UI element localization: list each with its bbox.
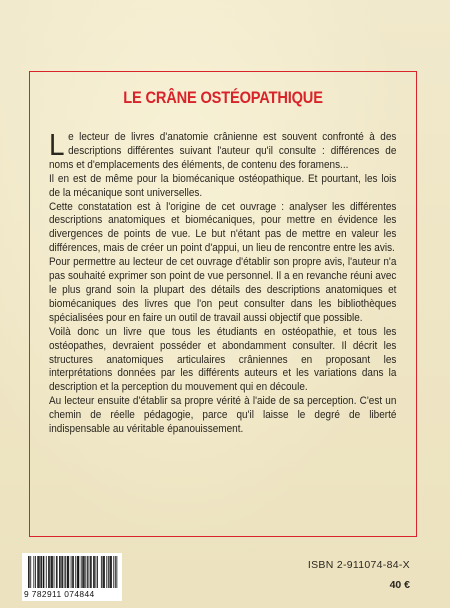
barcode-bar <box>56 556 57 588</box>
barcode-bar <box>60 556 61 588</box>
paragraph-biomechanics: Il en est de même pour la biomécanique ostéopathique. Et pourtant, les lois de la mécanique sont universelles. <box>49 172 397 199</box>
barcode-bar <box>44 556 45 588</box>
barcode-bar <box>93 556 94 588</box>
barcode-bar <box>72 556 73 588</box>
barcode-bar <box>97 556 98 588</box>
barcode-bar <box>101 556 102 588</box>
barcode-bar <box>57 556 58 588</box>
barcode-bar <box>30 556 31 588</box>
barcode-bar <box>116 556 117 588</box>
barcode-bar <box>40 556 41 588</box>
barcode-bar <box>46 556 47 588</box>
barcode-bar <box>54 556 55 588</box>
barcode-bar <box>78 556 79 588</box>
barcode-bar <box>62 556 63 588</box>
barcode-bar <box>104 556 105 588</box>
barcode-bar <box>49 556 50 588</box>
barcode-bar <box>77 556 78 588</box>
barcode-bar <box>51 556 52 588</box>
barcode-bar <box>48 556 49 588</box>
barcode-bar <box>37 556 38 588</box>
barcode-bar <box>61 556 62 588</box>
barcode-bar <box>84 556 85 588</box>
price-label: 40 € <box>389 579 410 591</box>
barcode-bar <box>83 556 84 588</box>
barcode-bar <box>103 556 104 588</box>
drop-cap-letter: L <box>49 127 65 162</box>
barcode-bar <box>68 556 69 588</box>
barcode-bar <box>81 556 82 588</box>
paragraph-conclusion: Au lecteur ensuite d'établir sa propre vérité à l'aide de sa perception. C'est un chemin de réelle pédagogie, parce qu'il laisse le degré de liberté indispensable au véritable épanouissement. <box>49 395 397 436</box>
barcode-bar <box>68 556 69 588</box>
barcode-bar <box>75 556 76 588</box>
paragraph-intro <box>49 127 397 173</box>
blurb-text <box>49 127 397 437</box>
barcode-bar <box>28 556 29 588</box>
barcode-bar <box>87 556 88 588</box>
barcode-bar <box>113 556 114 588</box>
barcode-bar <box>39 556 40 588</box>
barcode-bar <box>71 556 72 588</box>
barcode-bar <box>106 556 107 588</box>
barcode-bar <box>67 556 68 588</box>
book-title: LE CRÂNE OSTÉOPATHIQUE <box>123 88 323 107</box>
barcode-bar <box>91 556 92 588</box>
barcode-bar <box>43 556 44 588</box>
barcode-bar <box>89 556 90 588</box>
isbn-number: ISBN 2-911074-84-X <box>307 559 410 571</box>
paragraph-audience: Voilà donc un livre que tous les étudiants en ostéopathie, et tous les ostéopathes, devraient posséder et abondamment consulter. Il décrit les structures anatomiques articulaires crâniennes en proposant les interprétations données par les différents auteurs et les variations dans la description et la perception du mouvement qui en découle. <box>49 325 397 394</box>
barcode-digits: 9 782911 074844 <box>24 589 95 599</box>
barcode-bar <box>65 556 66 588</box>
barcode-bar <box>85 556 86 588</box>
barcode-bar <box>51 556 52 588</box>
barcode-bar <box>52 556 53 588</box>
barcode-bar <box>59 556 60 588</box>
barcode-bar <box>33 556 34 588</box>
barcode-bar <box>35 556 36 588</box>
paragraph-intro-text: e lecteur de livres d'anatomie crânienne est souvent confronté à des descriptions différentes suivant l'auteur qu'il consulte : différences de noms et d'emplacements des éléments, de contenu des foramens... <box>49 131 397 171</box>
barcode-bar <box>73 556 74 588</box>
barcode-bar <box>111 556 112 588</box>
barcode-bar <box>109 556 110 588</box>
barcode-bar <box>102 556 103 588</box>
paragraph-reader-opinion: Pour permettre au lecteur de cet ouvrage d'établir son propre avis, l'auteur n'a pas souhaité exprimer son point de vue personnel. Il a en revanche réuni avec le plus grand soin la plupart des détails des descriptions anatomiques et biomécaniques des livres que l'on peut consulter dans les bibliothèques spécialisées pour en faire un outil de travail aussi objectif que possible. <box>49 256 397 324</box>
barcode-bar <box>115 556 116 588</box>
barcode-bar <box>41 556 42 588</box>
barcode-bar <box>108 556 109 588</box>
barcode-bar <box>90 556 91 588</box>
barcode-bar <box>110 556 111 588</box>
barcode-bar <box>78 556 79 588</box>
barcode-bars <box>28 556 118 588</box>
barcode-bar <box>82 556 83 588</box>
barcode-bar <box>29 556 30 588</box>
barcode <box>22 553 122 601</box>
barcode-bar <box>64 556 65 588</box>
barcode-bar <box>96 556 97 588</box>
barcode-bar <box>94 556 95 588</box>
paragraph-origin: Cette constatation est à l'origine de cet ouvrage : analyser les différentes descriptions anatomiques et biomécaniques, pour mettre en évidence les divergences de points de vue. Le but n'étant pas de mettre en valeur les différences, mais de créer un point d'appui, un lieu de rencontre entre les avis. <box>49 200 397 255</box>
barcode-bar <box>38 556 39 588</box>
